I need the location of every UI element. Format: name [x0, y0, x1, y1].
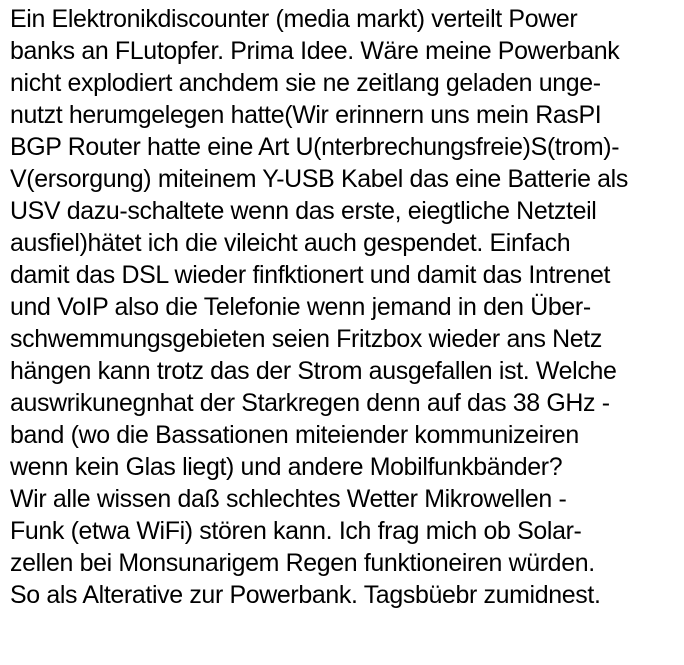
text-line: band (wo die Bassationen miteiender kommunizeiren: [10, 421, 579, 449]
text-line: damit das DSL wieder finfktionert und damit das Intrenet: [10, 261, 611, 289]
text-line: und VoIP also die Telefonie wenn jemand in den Über-: [10, 293, 591, 321]
text-line: Ein Elektronikdiscounter (media markt) verteilt Power: [10, 5, 578, 33]
text-line: So als Alterative zur Powerbank. Tagsbüebr zumidnest.: [10, 581, 601, 609]
text-line: zellen bei Monsunarigem Regen funktioneiren würden.: [10, 549, 595, 577]
text-line: nutzt herumgelegen hatte(Wir erinnern uns mein RasPI: [10, 101, 602, 129]
text-line: wenn kein Glas liegt) und andere Mobilfunkbänder?: [10, 453, 563, 481]
text-line: ausfiel)hätet ich die vileicht auch gespendet. Einfach: [10, 229, 571, 257]
text-line: USV dazu-schaltete wenn das erste, eiegtliche Netzteil: [10, 197, 597, 225]
text-line: auswrikunegnhat der Starkregen denn auf das 38 GHz -: [10, 389, 610, 417]
text-line: hängen kann trotz das der Strom ausgefallen ist. Welche: [10, 357, 617, 385]
text-line: BGP Router hatte eine Art U(nterbrechungsfreie)S(trom)-: [10, 133, 620, 161]
text-line: Wir alle wissen daß schlechtes Wetter Mikrowellen -: [10, 485, 567, 513]
text-line: V(ersorgung) miteinem Y-USB Kabel das eine Batterie als: [10, 165, 628, 193]
text-line: banks an FLutopfer. Prima Idee. Wäre meine Powerbank: [10, 37, 620, 65]
document-text: [10, 3, 680, 611]
text-line: schwemmungsgebieten seien Fritzbox wieder ans Netz: [10, 325, 602, 353]
text-line: Funk (etwa WiFi) stören kann. Ich frag mich ob Solar-: [10, 517, 582, 545]
text-line: nicht explodiert anchdem sie ne zeitlang geladen unge-: [10, 69, 601, 97]
